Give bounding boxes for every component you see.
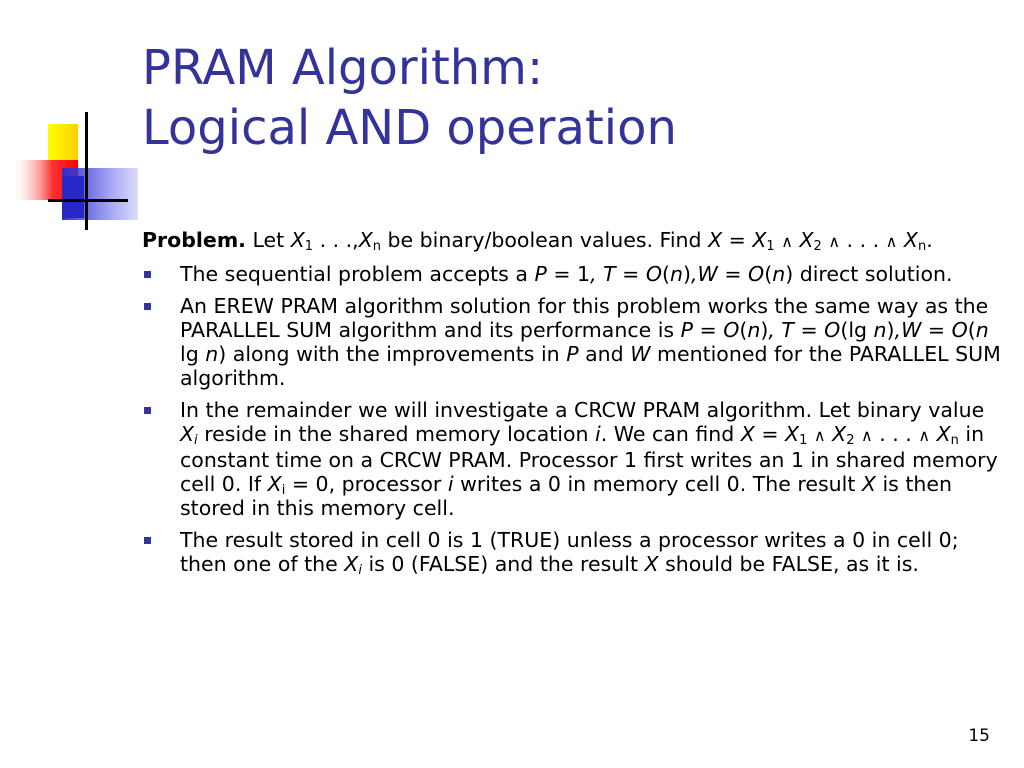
problem-paragraph: Problem. Let $X_1$ . . $.,X_n$ be binary/boolean values. Find $X = X_1$ ∧ $X_2$ ∧ . . . ∧ $X_n$. bbox=[142, 228, 933, 254]
title-line-2: Logical AND operation bbox=[142, 100, 677, 156]
page-number: 15 bbox=[968, 726, 990, 746]
slide-title bbox=[142, 38, 1002, 158]
decorative-corner-graphic bbox=[0, 0, 140, 240]
bullet-item-sequential: The sequential problem accepts a P = 1, T = O(n),W = O(n) direct solution. bbox=[142, 262, 1002, 286]
bullet-marker bbox=[144, 271, 151, 278]
slide-body bbox=[142, 228, 1002, 584]
bullet-marker bbox=[144, 407, 151, 414]
problem-label: Problem. bbox=[142, 228, 246, 252]
bullet-item-crcw: In the remainder we will investigate a CRCW PRAM algorithm. Let binary value $X_i$ reside in the shared memory location i. We can find $X = X_1$ ∧ $X_2$ ∧ . . . ∧ $X_n$ in constant time on a CRCW PRAM. Processor 1 first writes an 1 in shared memory cell 0. If $X_i = 0$, processor i writes a 0 in memory cell 0. The result X is then stored in this memory cell. bbox=[142, 398, 1002, 520]
bullet-marker bbox=[144, 303, 151, 310]
bullet-item-erew: An EREW PRAM algorithm solution for this problem works the same way as the PARALLEL SUM algorithm and its performance is P = O(n), T = O(lg n),W = O(n lg n) along with the improvements in P and W mentioned for the PARALLEL SUM algorithm. bbox=[142, 294, 1002, 390]
deco-vertical-line bbox=[85, 112, 88, 230]
bullet-marker bbox=[144, 537, 151, 544]
bullet-item-result: The result stored in cell 0 is 1 (TRUE) unless a processor writes a 0 in cell 0; then one of the $X_i$ is 0 (FALSE) and the result X should be FALSE, as it is. bbox=[142, 528, 1002, 576]
bullet-list bbox=[142, 262, 1002, 576]
deco-blue-square bbox=[62, 176, 84, 218]
deco-horizontal-line bbox=[48, 199, 128, 202]
title-line-1: PRAM Algorithm: bbox=[142, 40, 544, 96]
